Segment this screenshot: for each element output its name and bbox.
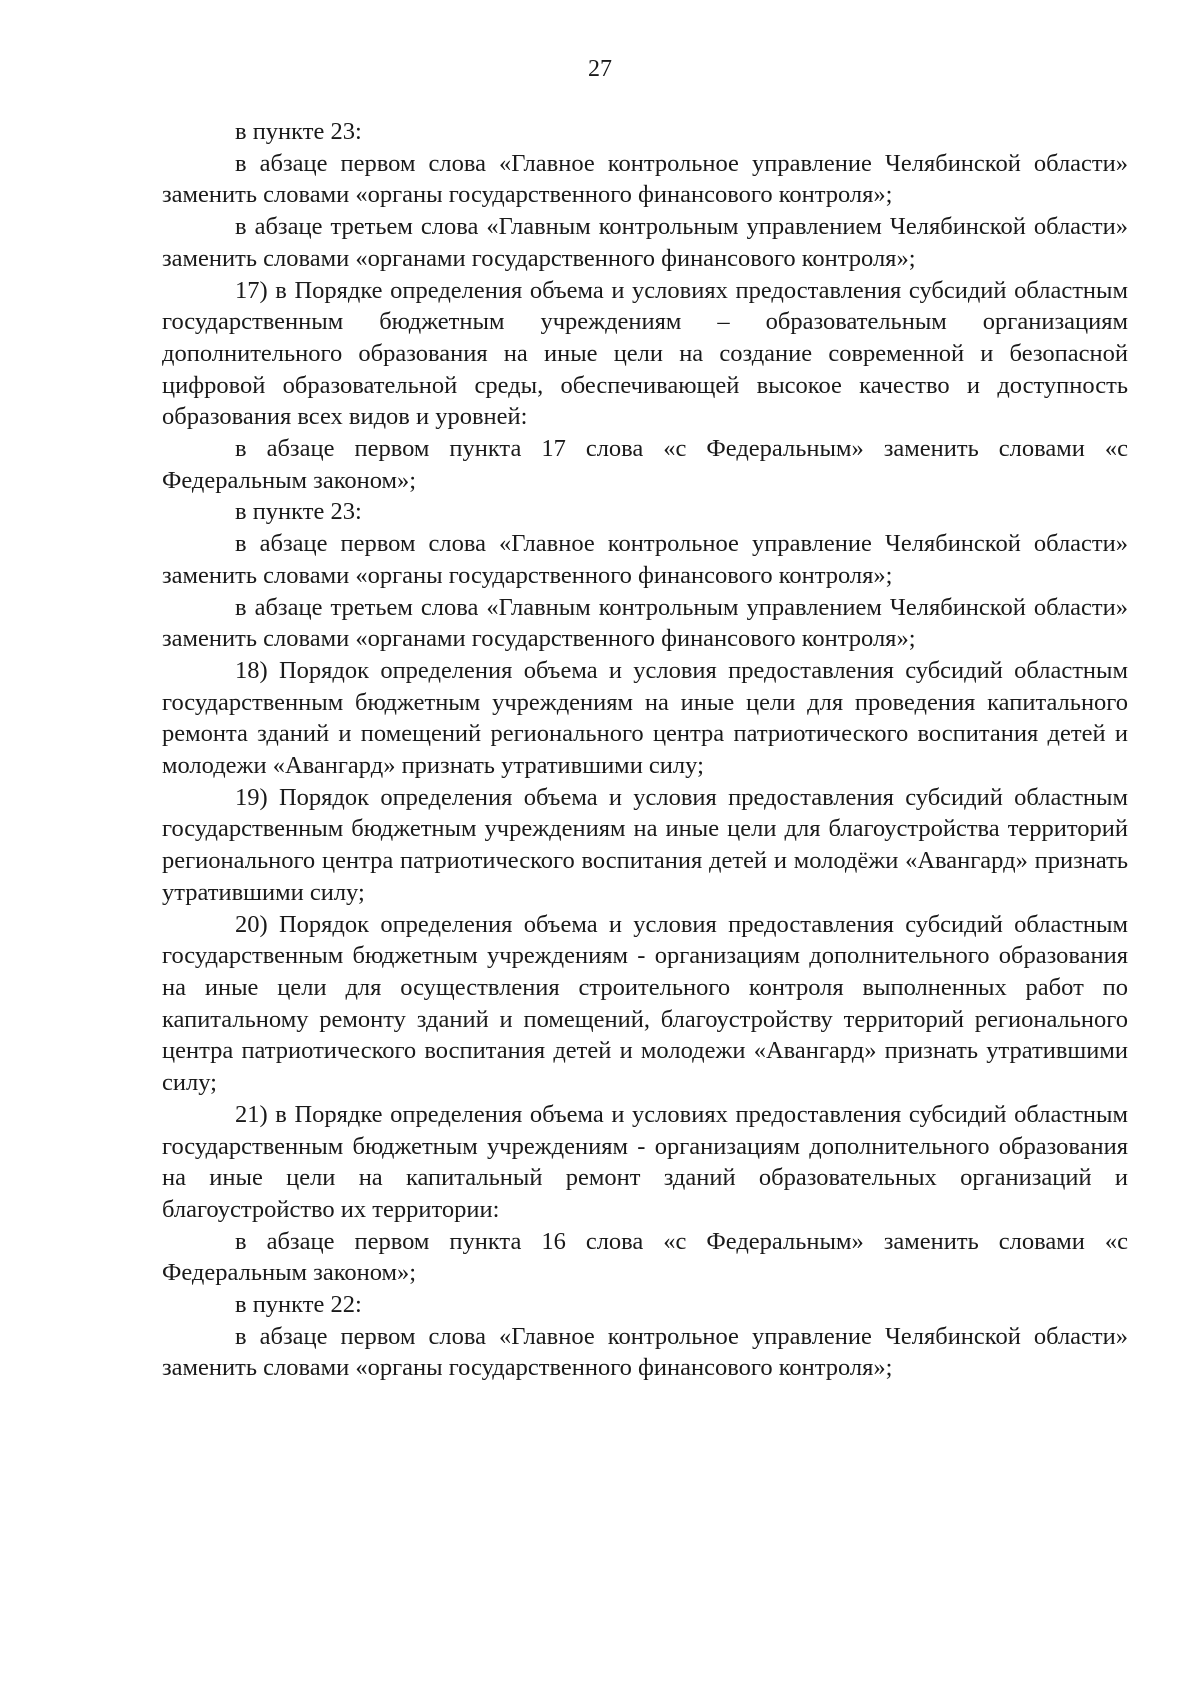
paragraph: 20) Порядок определения объема и условия предоставления субсидий областным государственным бюджетным учреждениям - организациям дополнительного образования на иные цели для осуществления строительного контроля выполненных работ по капитальному ремонту зданий и помещений, благоустройству территорий регионального центра патриотического воспитания детей и молодежи «Авангард» признать утратившими силу;: [162, 910, 1128, 1097]
paragraph: 19) Порядок определения объема и условия предоставления субсидий областным государственным бюджетным учреждениям на иные цели для благоустройства территорий регионального центра патриотического воспитания детей и молодёжи «Авангард» признать утратившими силу;: [162, 783, 1128, 906]
paragraph: в абзаце первом пункта 16 слова «с Федеральным» заменить словами «с Федеральным законом»;: [162, 1227, 1128, 1287]
paragraph: в абзаце третьем слова «Главным контрольным управлением Челябинской области» заменить словами «органами государственного финансового контроля»;: [162, 593, 1128, 653]
paragraph: в пункте 23:: [235, 118, 362, 145]
paragraph: 17) в Порядке определения объема и условиях предоставления субсидий областным государственным бюджетным учреждениям – образовательным организациям дополнительного образования на иные цели на создание современной и безопасной цифровой образовательной среды, обеспечивающей высокое качество и доступность образования всех видов и уровней:: [162, 276, 1128, 431]
paragraph: в абзаце первом слова «Главное контрольное управление Челябинской области» заменить словами «органы государственного финансового контроля»;: [162, 530, 1128, 589]
paragraph: 18) Порядок определения объема и условия предоставления субсидий областным государственным бюджетным учреждениям на иные цели для проведения капитального ремонта зданий и помещений регионального центра патриотического воспитания детей и молодежи «Авангард» признать утратившими силу;: [162, 656, 1128, 780]
paragraph: в абзаце третьем слова «Главным контрольным управлением Челябинской области» заменить словами «органами государственного финансового контроля»;: [162, 213, 1128, 272]
paragraph: в пункте 23:: [235, 498, 362, 526]
page-number: 27: [588, 56, 612, 82]
paragraph: в абзаце первом пункта 17 слова «с Федеральным» заменить словами «с Федеральным законом»;: [162, 435, 1128, 494]
paragraph: в абзаце первом слова «Главное контрольное управление Челябинской области» заменить словами «органы государственного финансового контроля»;: [162, 149, 1128, 209]
paragraph: 21) в Порядке определения объема и условиях предоставления субсидий областным государственным бюджетным учреждениям - организациям дополнительного образования на иные цели на капитальный ремонт зданий образовательных организаций и благоустройство их территории:: [162, 1100, 1128, 1223]
paragraph: в пункте 22:: [235, 1291, 362, 1319]
paragraph: в абзаце первом слова «Главное контрольное управление Челябинской области» заменить словами «органы государственного финансового контроля»;: [162, 1322, 1128, 1382]
document-body: [162, 116, 1128, 1384]
